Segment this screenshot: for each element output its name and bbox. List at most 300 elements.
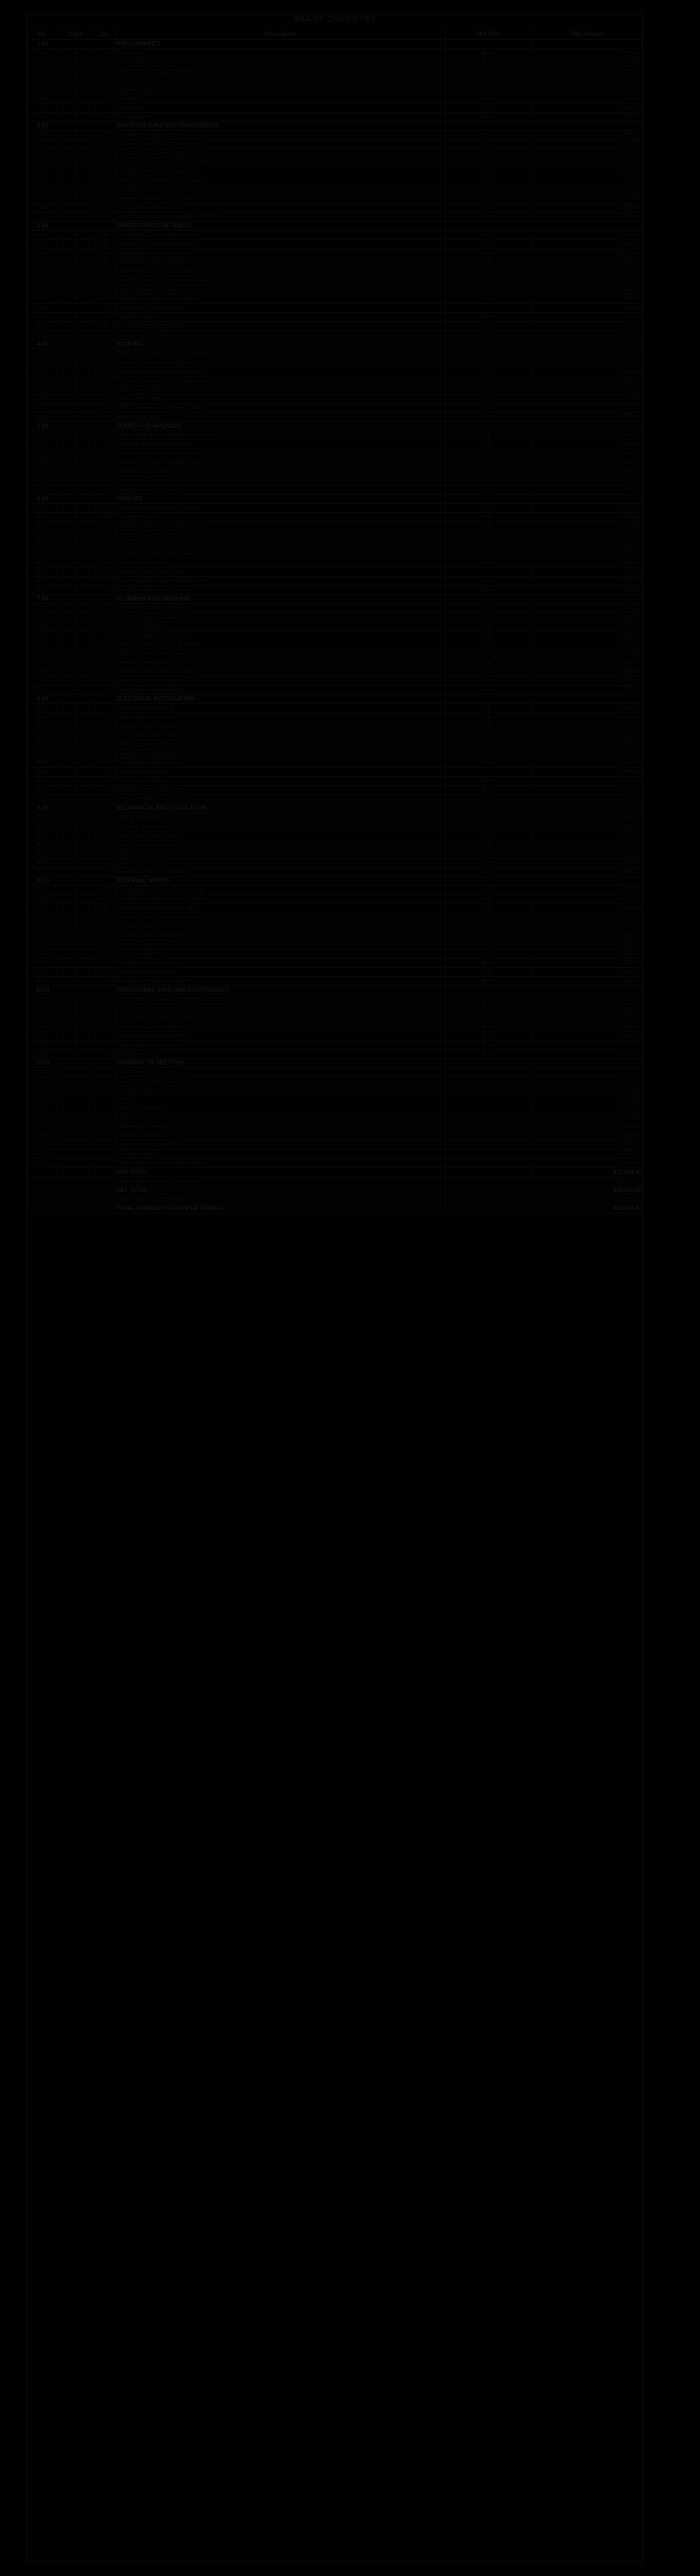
cell-no: 2.04 (28, 158, 57, 167)
cell-description: Doors and windows (115, 1104, 446, 1113)
cell-total-amount: 2,352.00 (531, 376, 643, 386)
cell-code: H (57, 768, 94, 777)
cell-qty: 1 (94, 1004, 115, 1013)
cell-no (28, 1186, 57, 1195)
cell-description: Waterproofing membrane two layer (115, 367, 446, 376)
cell-qty: 1 (94, 1022, 115, 1032)
cell-qty: 2 (94, 631, 115, 640)
cell-total-amount: 1,200.00 (531, 622, 643, 631)
table-row (28, 1068, 643, 1077)
cell-description: Balancing and commissioning (115, 868, 446, 877)
cell-qty: 1 (94, 586, 115, 595)
cell-code: F (57, 749, 94, 759)
cell-unit-rate: m2 (446, 904, 531, 913)
cell-total-amount (531, 340, 643, 349)
table-row (28, 840, 643, 850)
cell-total-amount (531, 695, 643, 704)
cell-code: B (57, 140, 94, 149)
cell-unit-rate: Item (446, 850, 531, 859)
cell-total-amount: 3,600.00 (531, 941, 643, 950)
cell-total-amount: 708.00 (531, 568, 643, 577)
cell-unit-rate: m3 (446, 149, 531, 158)
table-row (28, 640, 643, 649)
cell-no: 1.00 (28, 40, 57, 49)
cell-total-amount: 1,456.00 (531, 167, 643, 176)
cell-total-amount: 4,550.00 (531, 185, 643, 195)
cell-description: Main distribution board (115, 704, 446, 713)
cell-qty: 24 (94, 467, 115, 477)
cell-total-amount: 2,880.00 (531, 668, 643, 677)
cell-description: Site set up (115, 49, 446, 58)
cell-unit-rate: Sum (446, 1050, 531, 1059)
cell-no: 12.00 (28, 1059, 57, 1068)
cell-description: PROVISIONAL SUMS AND CONTINGENCY (115, 986, 446, 995)
cell-qty: 74 (94, 404, 115, 413)
cell-no: 7.05 (28, 640, 57, 649)
cell-total-amount: 3,200.00 (531, 659, 643, 668)
cell-description: Vinyl sheet flooring (115, 558, 446, 568)
cell-qty: 96 (94, 668, 115, 677)
cell-qty: 6 (94, 840, 115, 850)
cell-no (28, 1195, 57, 1204)
cell-total-amount: 680.00 (531, 486, 643, 495)
table-row (28, 995, 643, 1004)
cell-qty: 186 (94, 295, 115, 304)
table-row (28, 422, 643, 431)
cell-code: J (57, 304, 94, 313)
cell-description: Damp proof membrane 1200 gauge (115, 176, 446, 185)
cell-total-amount: 6,560.00 (531, 749, 643, 759)
cell-no: 11.05 (28, 1032, 57, 1041)
table-row (28, 1113, 643, 1122)
cell-no: 3.01 (28, 231, 57, 240)
cell-code: E (57, 85, 94, 94)
cell-code: J (57, 777, 94, 786)
cell-qty: 560 (94, 522, 115, 531)
cell-code: G (57, 759, 94, 768)
table-row (28, 1095, 643, 1104)
cell-total-amount: 6,200.00 (531, 722, 643, 731)
cell-qty (94, 1086, 115, 1095)
cell-unit-rate: m2 (446, 950, 531, 959)
table-row (28, 795, 643, 804)
cell-code: E (57, 540, 94, 549)
cell-unit-rate (446, 222, 531, 231)
cell-code: A (57, 704, 94, 713)
table-row (28, 340, 643, 349)
cell-description: Daywork plant allowance (115, 1041, 446, 1050)
cell-description: Connection to main sewer (115, 677, 446, 686)
cell-unit-rate: Item (446, 777, 531, 786)
table-row (28, 358, 643, 367)
cell-no: 8.08 (28, 768, 57, 777)
cell-description: Tarmacadam surfacing to roads (115, 904, 446, 913)
cell-qty: 126 (94, 131, 115, 140)
cell-description: Insulation to ductwork (115, 859, 446, 868)
cell-qty: 54 (94, 558, 115, 568)
cell-code: C (57, 67, 94, 76)
cell-unit-rate: Nr (446, 831, 531, 840)
cell-no: 1.08 (28, 113, 57, 122)
cell-code: A (57, 349, 94, 358)
cell-code (57, 695, 94, 704)
cell-description: ELECTRICAL INSTALLATION (115, 695, 446, 704)
cell-no: 11.07 (28, 1050, 57, 1059)
cell-qty: 86 (94, 249, 115, 258)
document-sheet (27, 13, 643, 2563)
table-header (28, 29, 643, 40)
cell-total-amount: 1,480.00 (531, 777, 643, 786)
cell-no: 6.02 (28, 513, 57, 522)
table-body (28, 40, 643, 1213)
cell-qty: 2 (94, 941, 115, 950)
cell-description: Fire alarm detectors (115, 768, 446, 777)
cell-no: 10.04 (28, 913, 57, 922)
cell-no: 3.02 (28, 240, 57, 249)
cell-qty: 2,640 (94, 195, 115, 204)
cell-unit-rate: m2 (446, 367, 531, 376)
cell-qty: 8 (94, 813, 115, 822)
cell-no: 8.00 (28, 695, 57, 704)
cell-code (57, 877, 94, 886)
table-row (28, 531, 643, 540)
cell-total-amount: 21,922.00 (531, 1077, 643, 1086)
cell-description: Stainless steel sinks (115, 622, 446, 631)
cell-total-amount: 11,330.00 (531, 1068, 643, 1077)
cell-description: uPVC rainwater downpipes 110mm (115, 404, 446, 413)
cell-description: Blockwork 200mm external walls (115, 231, 446, 240)
cell-code (57, 222, 94, 231)
cell-code (57, 1077, 94, 1086)
cell-code: E (57, 922, 94, 931)
cell-description: Lighting points complete (115, 722, 446, 731)
cell-no: 3.11 (28, 322, 57, 331)
cell-no: 12.07 (28, 1122, 57, 1132)
cell-description: Testing certification and handover (115, 795, 446, 804)
cell-total-amount: 1,250.00 (531, 49, 643, 58)
cell-total-amount: 2,640.00 (531, 786, 643, 795)
table-row (28, 267, 643, 276)
cell-unit-rate: m3 (446, 258, 531, 267)
table-row (28, 249, 643, 258)
cell-unit-rate: m2 (446, 185, 531, 195)
cell-no: 10.01 (28, 886, 57, 895)
cell-total-amount: 6,200.00 (531, 904, 643, 913)
cell-no: 3.10 (28, 313, 57, 322)
table-row (28, 586, 643, 595)
cell-unit-rate (446, 1104, 531, 1113)
cell-qty: 182 (94, 185, 115, 195)
cell-code: D (57, 258, 94, 267)
cell-no: 8.04 (28, 731, 57, 740)
cell-total-amount: 52,552.75 (531, 1195, 643, 1204)
cell-total-amount: 2,880.00 (531, 768, 643, 777)
table-row (28, 1150, 643, 1159)
cell-total-amount: 1,620.00 (531, 558, 643, 568)
cell-qty (94, 877, 115, 886)
cell-unit-rate: m (446, 822, 531, 831)
cell-description: NET TOTAL (115, 1186, 446, 1195)
cell-description: Aluminium entrance doors glazed (115, 449, 446, 458)
cell-description: Mass concrete grade C20 in foundations (115, 158, 446, 167)
table-row (28, 540, 643, 549)
cell-description: Roof access hatch (115, 413, 446, 422)
cell-code (57, 340, 94, 349)
table-row (28, 213, 643, 222)
cell-code: J (57, 577, 94, 586)
cell-unit-rate: Nr (446, 431, 531, 440)
cell-total-amount: 4,800.00 (531, 968, 643, 977)
table-row (28, 604, 643, 613)
cell-total-amount (531, 595, 643, 604)
table-row (28, 731, 643, 740)
cell-unit-rate: m2 (446, 231, 531, 240)
cell-no: 8.06 (28, 749, 57, 759)
cell-total-amount: 620.00 (531, 313, 643, 322)
table-row (28, 495, 643, 504)
cell-no: 4.03 (28, 367, 57, 376)
cell-total-amount: 1,920.00 (531, 204, 643, 213)
cell-description: Copper pipework 15mm to 28mm (115, 640, 446, 649)
cell-qty: 8 (94, 659, 115, 668)
cell-description: Daywork materials allowance (115, 1032, 446, 1041)
cell-total-amount: 22,628.00 (531, 1122, 643, 1132)
cell-no: 5.05 (28, 467, 57, 477)
cell-qty: 48 (94, 549, 115, 558)
cell-code: K (57, 586, 94, 595)
cell-code: J (57, 677, 94, 686)
cell-total-amount: 7,680.00 (531, 931, 643, 941)
cell-code: A (57, 813, 94, 822)
cell-qty: 1 (94, 786, 115, 795)
cell-total-amount (531, 877, 643, 886)
cell-unit-rate: m (446, 931, 531, 941)
cell-code: H (57, 113, 94, 122)
cell-description: Sub distribution boards (115, 713, 446, 722)
cell-unit-rate: Item (446, 49, 531, 58)
cell-unit-rate: m (446, 295, 531, 304)
cell-no: 12.05 (28, 1104, 57, 1113)
cell-no: 10.02 (28, 895, 57, 904)
cell-total-amount: 2,750.00 (531, 913, 643, 922)
cell-code: D (57, 376, 94, 386)
cell-unit-rate: Sum (446, 1022, 531, 1032)
table-row (28, 376, 643, 386)
cell-description: Emulsion paint three coats to walls (115, 522, 446, 531)
cell-no: 7.08 (28, 668, 57, 677)
table-row (28, 40, 643, 49)
cell-total-amount (531, 122, 643, 131)
cell-description: Glazing mastic and beads (115, 486, 446, 495)
table-row (28, 286, 643, 295)
cell-no: 3.04 (28, 258, 57, 267)
table-row (28, 913, 643, 922)
cell-description: Switches one and two gang (115, 740, 446, 749)
cell-no: 11.00 (28, 986, 57, 995)
cell-unit-rate: Nr (446, 722, 531, 731)
cell-code (57, 1113, 94, 1122)
table-row (28, 258, 643, 267)
cell-unit-rate: Item (446, 859, 531, 868)
table-row (28, 122, 643, 131)
cell-no: 2.07 (28, 185, 57, 195)
cell-no: 9.05 (28, 850, 57, 859)
cell-unit-rate: m2 (446, 549, 531, 558)
cell-description: Electrical installation (115, 1132, 446, 1141)
table-row (28, 367, 643, 376)
cell-total-amount: 3,000.00 (531, 613, 643, 622)
column-header-description: Description (115, 29, 446, 40)
cell-no: 4.08 (28, 413, 57, 422)
cell-description: Emulsion paint to ceilings (115, 531, 446, 540)
cell-unit-rate (446, 1141, 531, 1150)
cell-qty (94, 986, 115, 995)
cell-unit-rate: m2 (446, 504, 531, 513)
cell-no: 7.04 (28, 631, 57, 640)
table-row (28, 58, 643, 67)
cell-code: F (57, 931, 94, 941)
table-row (28, 822, 643, 831)
cell-code: F (57, 477, 94, 486)
cell-description: Suspended ceiling mineral fibre tiles (115, 577, 446, 586)
cell-qty (94, 340, 115, 349)
cell-unit-rate: Nr (446, 467, 531, 477)
cell-description: Formwork to edges of slab (115, 204, 446, 213)
cell-no: 6.07 (28, 558, 57, 568)
cell-description: WC suites close coupled (115, 613, 446, 622)
cell-no: 6.06 (28, 549, 57, 558)
cell-description: Damp proof course in walls (115, 304, 446, 313)
cell-unit-rate: m2 (446, 513, 531, 522)
cell-code (57, 1095, 94, 1104)
cell-description: Lintels precast concrete (115, 286, 446, 295)
cell-unit-rate: Nr (446, 286, 531, 295)
cell-total-amount: 1,120.00 (531, 76, 643, 85)
cell-description: Overheads and profit 12 percent (115, 1177, 446, 1186)
cell-total-amount (531, 1059, 643, 1068)
cell-code: A (57, 49, 94, 58)
cell-unit-rate: m3 (446, 249, 531, 258)
cell-total-amount: 1,200.00 (531, 1041, 643, 1050)
cell-total-amount: 940.00 (531, 586, 643, 595)
cell-qty: 820 (94, 749, 115, 759)
cell-description: EXTERNAL WORKS (115, 877, 446, 886)
cell-no: 6.08 (28, 568, 57, 577)
cell-total-amount: 2,450.00 (531, 477, 643, 486)
table-row (28, 968, 643, 977)
cell-unit-rate: m (446, 386, 531, 395)
cell-total-amount: 39,770.00 (531, 1150, 643, 1159)
cell-no: 12.08 (28, 1132, 57, 1141)
cell-code: L (57, 977, 94, 986)
cell-description: Timber flush doors complete with frames (115, 431, 446, 440)
cell-code: A (57, 886, 94, 895)
cell-no: 6.01 (28, 504, 57, 513)
cell-unit-rate: m2 (446, 540, 531, 549)
cell-unit-rate: Nr (446, 413, 531, 422)
cell-description: Hardcore filling and compaction (115, 167, 446, 176)
cell-no: 8.02 (28, 713, 57, 722)
cell-qty: 142 (94, 649, 115, 659)
table-row (28, 304, 643, 313)
cell-code: G (57, 868, 94, 877)
cell-unit-rate: m3 (446, 140, 531, 149)
cell-total-amount (531, 495, 643, 504)
cell-no: 12.04 (28, 1095, 57, 1104)
cell-unit-rate (446, 1159, 531, 1168)
cell-no: 8.11 (28, 795, 57, 804)
cell-unit-rate: Nr (446, 449, 531, 458)
cell-total-amount: 312,814.00 (531, 1168, 643, 1177)
cell-total-amount: 1,560.00 (531, 950, 643, 959)
cell-total-amount: 4,000.00 (531, 1013, 643, 1022)
cell-description: Topsoil and turfing (115, 950, 446, 959)
cell-no: 9.06 (28, 859, 57, 868)
cell-no: 4.06 (28, 395, 57, 404)
cell-total-amount: 840.00 (531, 322, 643, 331)
cell-description: uPVC soil and waste pipework (115, 649, 446, 659)
cell-code: H (57, 568, 94, 577)
table-row (28, 413, 643, 422)
cell-unit-rate: Item (446, 113, 531, 122)
cell-code: E (57, 267, 94, 276)
table-row (28, 813, 643, 822)
cell-code (57, 422, 94, 431)
cell-description: SUB TOTAL (115, 1168, 446, 1177)
table-row (28, 131, 643, 140)
cell-unit-rate: m2 (446, 240, 531, 249)
cell-qty: 420 (94, 895, 115, 904)
table-row (28, 977, 643, 986)
cell-total-amount: 3,920.00 (531, 731, 643, 740)
cell-code: D (57, 458, 94, 467)
cell-qty: 1 (94, 104, 115, 113)
table-row (28, 76, 643, 85)
cell-code: C (57, 149, 94, 158)
cell-qty: 196 (94, 531, 115, 540)
cell-unit-rate (446, 340, 531, 349)
cell-no: 1.06 (28, 94, 57, 104)
cell-description: Testing and commissioning (115, 686, 446, 695)
cell-no: 10.10 (28, 968, 57, 977)
cell-description: Inspection chambers (115, 659, 446, 668)
cell-description: Excavation and formation to paving (115, 886, 446, 895)
cell-unit-rate: Sum (446, 1013, 531, 1022)
cell-unit-rate (446, 1150, 531, 1159)
cell-no: 12.06 (28, 1113, 57, 1122)
cell-qty (94, 1132, 115, 1141)
cell-description: Screed to falls average 75mm (115, 358, 446, 367)
cell-qty: 182 (94, 176, 115, 185)
cell-total-amount: 12,000.00 (531, 1050, 643, 1059)
cell-no: 2.02 (28, 140, 57, 149)
cell-no (28, 1177, 57, 1186)
cell-total-amount: 9,540.00 (531, 231, 643, 240)
cell-code (57, 1059, 94, 1068)
cell-unit-rate: Nr (446, 759, 531, 768)
cell-qty: 1 (94, 868, 115, 877)
table-row (28, 486, 643, 495)
cell-description: PLUMBING AND DRAINAGE (115, 595, 446, 604)
cell-total-amount: 840.00 (531, 740, 643, 749)
cell-description: Reinforced concrete beams (115, 258, 446, 267)
cell-code: F (57, 395, 94, 404)
table-row (28, 504, 643, 513)
cell-total-amount: 2,400.00 (531, 604, 643, 613)
cell-qty: 1 (94, 1013, 115, 1022)
cell-description: Ironmongery allowance (115, 477, 446, 486)
table-row (28, 868, 643, 877)
